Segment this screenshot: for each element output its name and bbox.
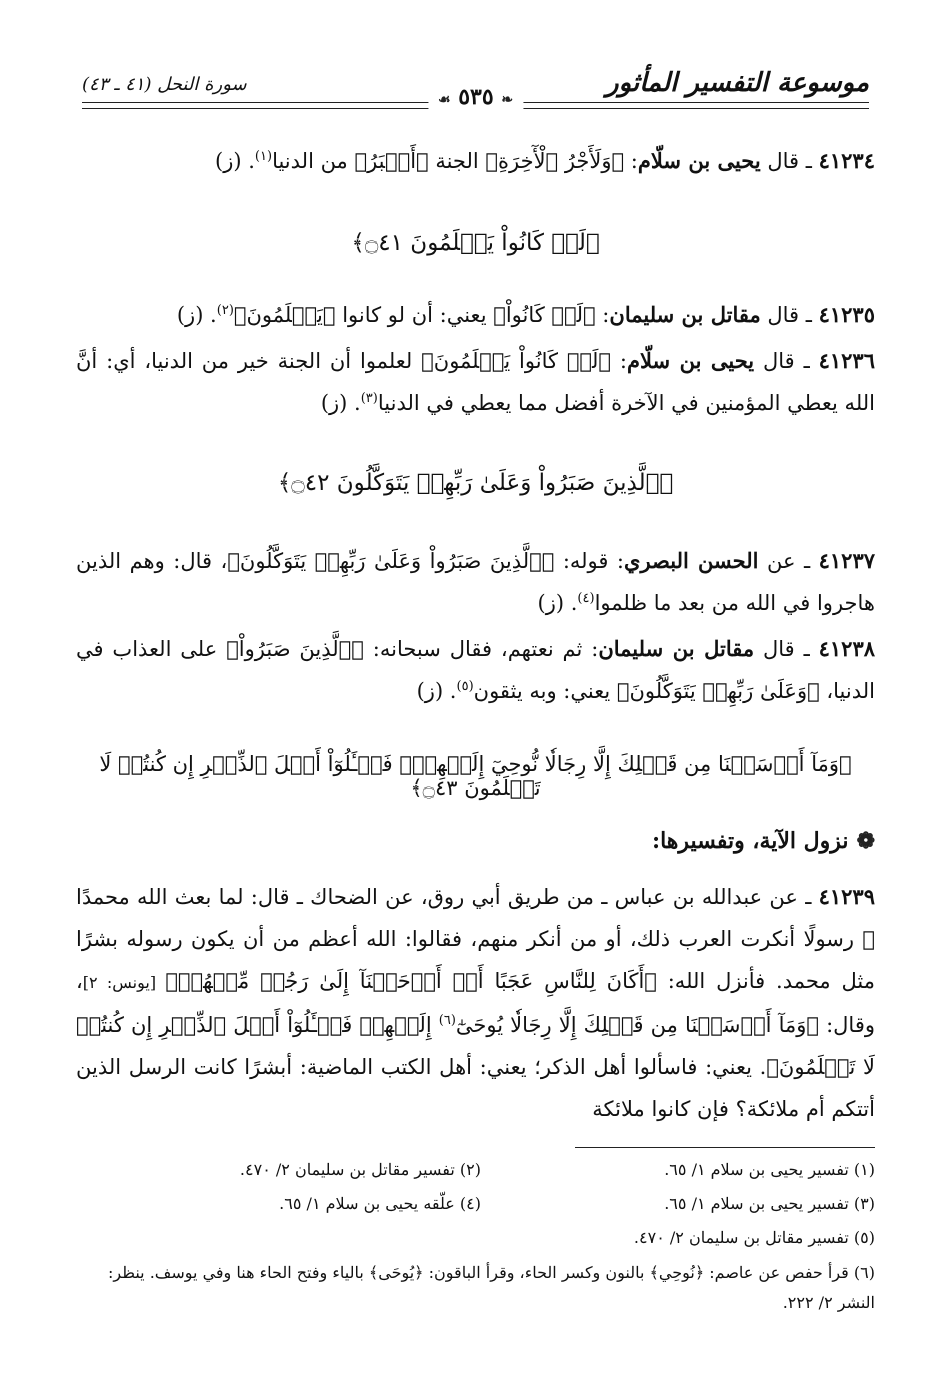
quran-quote: ﴿وَلَأَجْرُ ٱلْأٓخِرَةِ﴾ — [485, 149, 625, 173]
quran-quote: ﴿وَمَآ أَرۡسَلۡنَا مِن قَبۡلِكَ إِلَّا رِجَالٗا يُوحَىٰٓ — [455, 1013, 819, 1037]
entry-text: ـ عن عبدالله بن عباس ـ من طريق أبي روق، عن الضحاك ـ قال: لما بعث الله محمدًا ﷺ رسولًا أنكرت العرب ذلك، أو من أنكر منهم، فقالوا: الله أعظم من أن يكون رسوله بشرًا مثل محمد. فأنزل الله: — [76, 885, 875, 993]
entry-text: : — [595, 303, 610, 327]
quran-quote: ﴿ٱلَّذِينَ صَبَرُواْ﴾ — [226, 637, 364, 661]
footnote-3: (٣) تفسير يحيى بن سلام ١/ ٦٥. — [664, 1194, 875, 1213]
surah-reference: سورة النحل (٤١ ـ ٤٣) — [82, 74, 247, 95]
quran-quote: ﴿لَوۡ كَانُواْ﴾ — [493, 303, 596, 327]
entry-number: ٤١٢٣٥ — [818, 302, 875, 327]
entry-text: ـ قال — [760, 303, 819, 327]
quran-quote: ﴿يَعۡلَمُونَ﴾ — [233, 303, 336, 327]
ornament-icon: ☙ — [437, 92, 451, 108]
entry-text: يعني: وبه يثقون — [473, 679, 617, 703]
narrator-name: يحيى بن سلّام — [626, 348, 755, 373]
entry-text: : — [611, 349, 627, 373]
entry-text: : — [624, 149, 638, 173]
footnote-2: (٢) تفسير مقاتل بن سليمان ٢/ ٤٧٠. — [239, 1160, 481, 1179]
entry-text: ـ قال — [754, 637, 819, 661]
verse-42: ﴿ٱلَّذِينَ صَبَرُواْ وَعَلَىٰ رَبِّهِمۡ يَتَوَكَّلُونَ ۝٤٢﴾ — [277, 470, 674, 496]
entry-text: على العذاب في الدنيا، — [76, 637, 875, 703]
page-number — [428, 84, 523, 110]
page-number-text: ٥٣٥ — [458, 84, 494, 110]
entry-number: ٤١٢٣٨ — [818, 636, 876, 661]
entry-text: : ثم نعتهم، فقال سبحانه: — [363, 637, 599, 661]
quran-quote: ﴿وَعَلَىٰ رَبِّهِمۡ يَتَوَكَّلُونَ﴾ — [616, 679, 820, 703]
footnote-ref[interactable]: (٦) — [438, 1013, 456, 1028]
footnote-1: (١) تفسير يحيى بن سلام ١/ ٦٥. — [664, 1160, 875, 1179]
entry-text: الجنة — [428, 149, 486, 173]
footnote-5: (٥) تفسير مقاتل بن سليمان ٢/ ٤٧٠. — [633, 1228, 875, 1247]
section-heading — [652, 828, 875, 854]
entry-text: من الدنيا — [272, 149, 355, 173]
page-header — [82, 64, 869, 120]
narrator-name: مقاتل بن سليمان — [598, 636, 755, 661]
entry-number: ٤١٢٣٩ — [818, 884, 875, 909]
section-heading-text: نزول الآية، وتفسيرها: — [651, 828, 849, 854]
quran-quote: ﴿ٱلَّذِينَ صَبَرُواْ وَعَلَىٰ رَبِّهِمۡ يَتَوَكَّلُونَ﴾ — [227, 549, 555, 573]
entry-text: . (ز) — [320, 391, 361, 415]
quran-quote: إِلَيۡهِمۡ فَسۡـَٔلُوٓاْ أَهۡلَ ٱلذِّكۡرِ إِن كُنتُمۡ لَا تَعۡلَمُونَ﴾ — [76, 1013, 875, 1079]
verse-41: ﴿لَوۡ كَانُواْ يَعۡلَمُونَ ۝٤١﴾ — [351, 230, 600, 256]
entry-text: ، وقال: — [76, 969, 875, 1037]
entry-41237 — [76, 540, 875, 624]
entry-text: ، قال: وهم الذين هاجروا في الله من بعد ما ظلموا — [76, 549, 875, 615]
entry-text: : قوله: — [554, 549, 625, 573]
footnote-ref[interactable]: (٥) — [456, 679, 474, 694]
quran-quote: ﴿أَكَانَ لِلنَّاسِ عَجَبًا أَنۡ أَوۡحَيۡنَآ إِلَىٰ رَجُلٖ مِّنۡهُمۡ﴾ — [165, 969, 657, 993]
entry-41236 — [76, 340, 875, 424]
entry-41235 — [76, 294, 875, 336]
book-title: موسوعة التفسير المأثور — [606, 68, 869, 98]
quran-quote: ﴿أَكۡبَرُ﴾ — [354, 149, 429, 173]
entry-41238 — [76, 628, 875, 712]
surah-citation: [يونس: ٢] — [82, 973, 166, 992]
entry-text: . (ز) — [537, 591, 578, 615]
entry-text: ـ عن — [758, 549, 819, 573]
entry-text: . (ز) — [416, 679, 457, 703]
entry-41234 — [76, 140, 875, 182]
footnote-ref[interactable]: (٣) — [360, 391, 378, 406]
entry-text: لعلموا أن الجنة خير من الدنيا، أي: أنَّ الله يعطي المؤمنين في الآخرة أفضل مما يعطي في الدنيا — [76, 349, 875, 415]
ornament-icon: ❧ — [501, 92, 514, 108]
narrator-name: مقاتل بن سليمان — [609, 302, 761, 327]
footnote-separator — [575, 1147, 875, 1148]
footnote-ref[interactable]: (٤) — [577, 591, 595, 606]
footnote-ref[interactable]: (١) — [254, 149, 273, 164]
entry-text: يعني: أن لو كانوا — [335, 303, 494, 327]
entry-number: ٤١٢٣٦ — [818, 348, 875, 373]
entry-text: . يعني: فاسألوا أهل الذكر؛ يعني: أهل الكتب الماضية: أبشرًا كانت الرسل الذين أتتكم أم ملائكة؟ فإن كانوا ملائكة — [76, 1055, 875, 1121]
entry-number: ٤١٢٣٤ — [818, 148, 875, 173]
narrator-name: يحيى بن سلّام — [637, 148, 761, 173]
quran-quote: ﴿لَوۡ كَانُواْ يَعۡلَمُونَ﴾ — [421, 349, 612, 373]
entry-text: ـ قال — [760, 149, 819, 173]
entry-number: ٤١٢٣٧ — [818, 548, 876, 573]
narrator-name: الحسن البصري — [624, 548, 759, 573]
footnote-ref[interactable]: (٢) — [216, 303, 234, 318]
footnote-6: (٦) قرأ حفص عن عاصم: ﴿نُوحِي﴾ بالنون وكسر الحاء، وقرأ الباقون: ﴿يُوحَى﴾ بالياء وفتح الحاء هنا وفي يوسف. ينظر: النشر ٢/ ٢٢٢. — [108, 1263, 875, 1312]
entry-41239 — [76, 876, 875, 1130]
entry-text: . (ز) — [176, 303, 217, 327]
flower-ornament-icon: ❁ — [856, 828, 875, 854]
verse-43: ﴿وَمَآ أَرۡسَلۡنَا مِن قَبۡلِكَ إِلَّا رِجَالٗا نُّوحِيٓ إِلَيۡهِمۡۖ فَسۡـَٔلُوٓاْ أَهۡلَ ٱلذِّكۡرِ إِن كُنتُمۡ لَا تَعۡلَمُونَ ۝٤٣﴾ — [99, 752, 852, 800]
entry-text: ـ قال — [754, 349, 819, 373]
footnote-4: (٤) علّقه يحيى بن سلام ١/ ٦٥. — [279, 1194, 481, 1213]
entry-text: . (ز) — [215, 149, 255, 173]
